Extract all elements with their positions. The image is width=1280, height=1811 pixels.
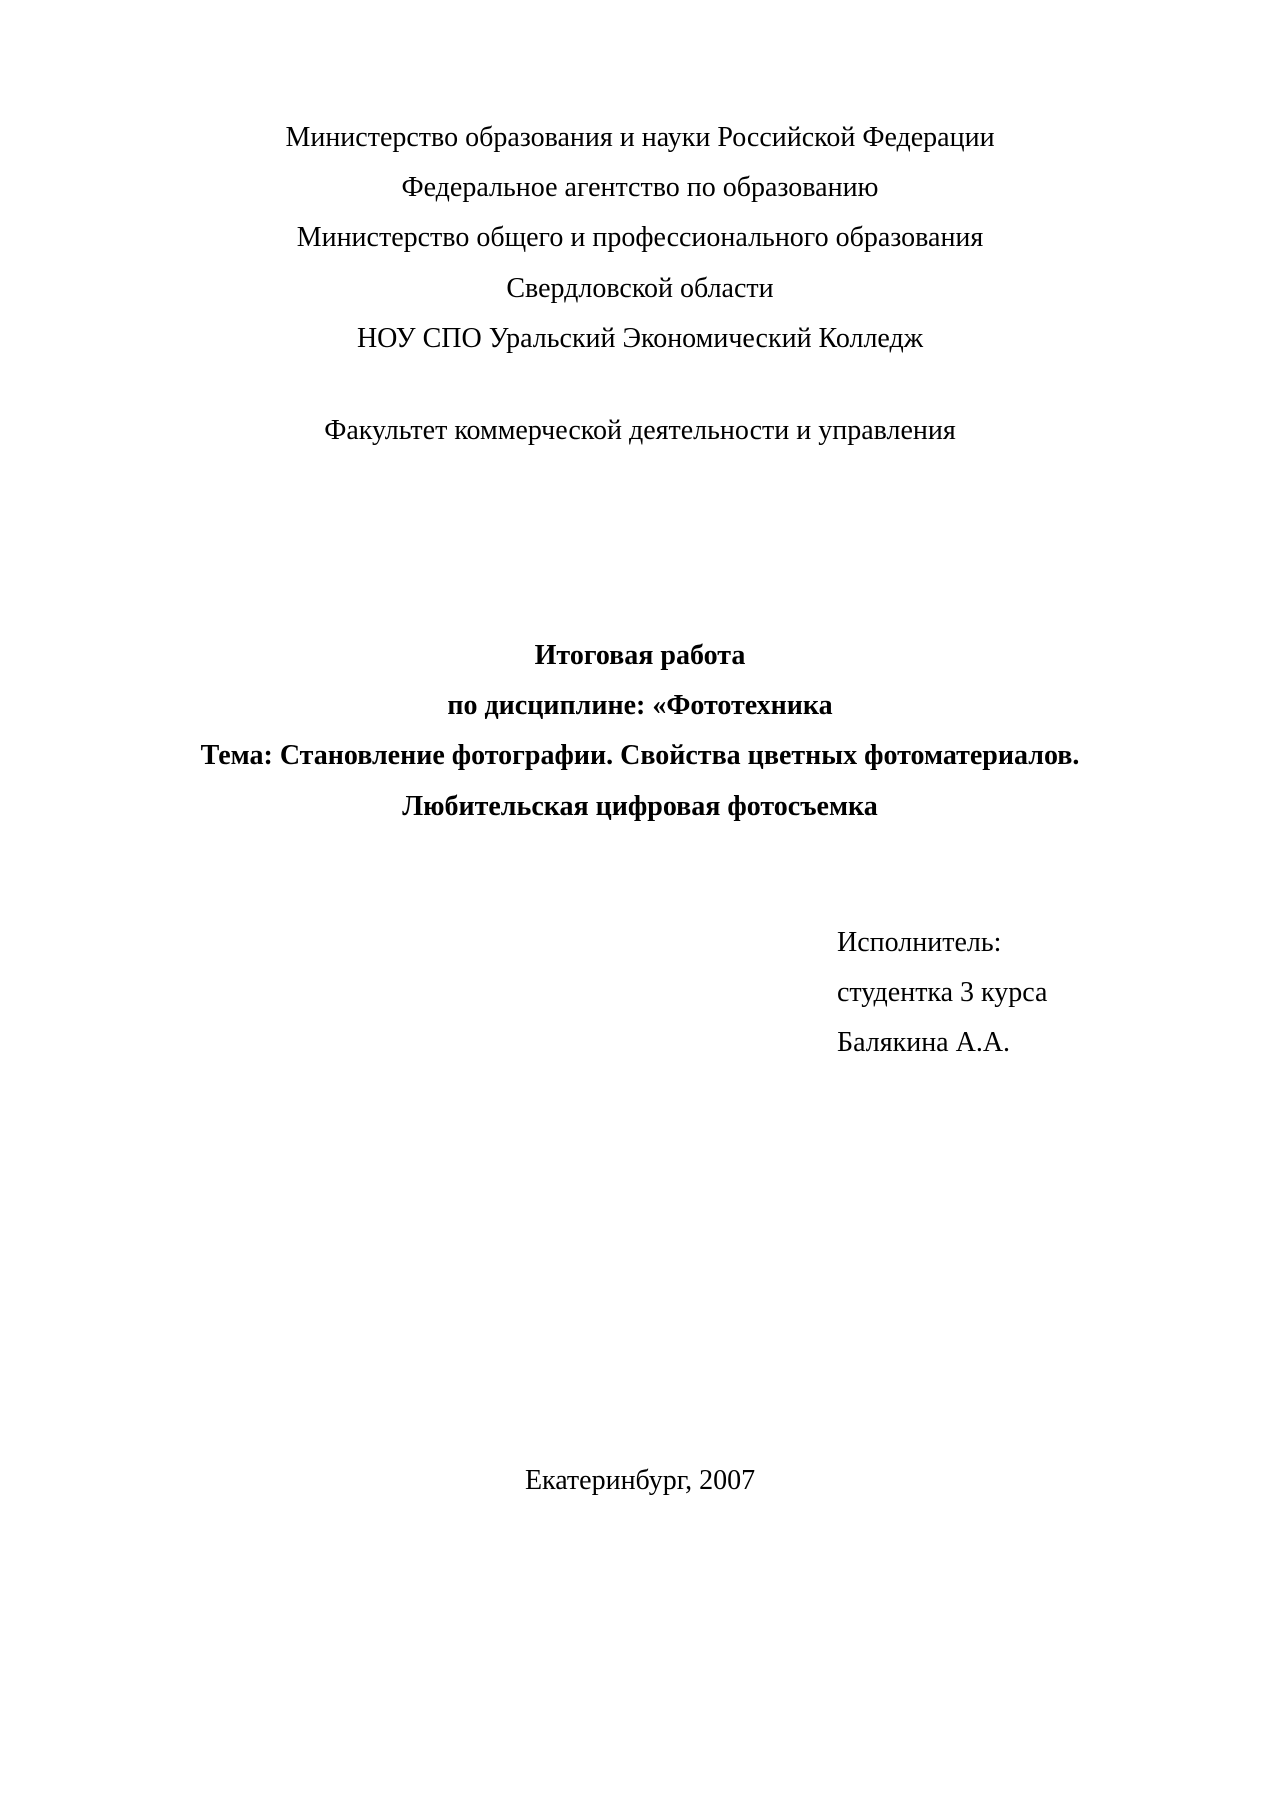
header-ministry-line: Министерство образования и науки Российской Федерации [285, 122, 995, 153]
work-type-title: Итоговая работа [534, 640, 746, 671]
topic-continuation-line: Любительская цифровая фотосъемка [402, 791, 878, 822]
header-region-line: Свердловской области [506, 273, 774, 304]
student-name-line: Балякина А.А. [837, 1027, 1011, 1058]
discipline-line: по дисциплине: «Фототехника [447, 690, 833, 721]
faculty-line: Факультет коммерческой деятельности и управления [324, 415, 956, 446]
topic-line: Тема: Становление фотографии. Свойства цветных фотоматериалов. [200, 740, 1080, 771]
header-college-line: НОУ СПО Уральский Экономический Колледж [356, 323, 924, 354]
header-agency-line: Федеральное агентство по образованию [401, 172, 879, 203]
executor-label: Исполнитель: [837, 927, 1002, 958]
student-course-line: студентка 3 курса [837, 977, 1048, 1008]
header-regional-ministry-line: Министерство общего и профессионального образования [296, 222, 984, 253]
city-year-footer: Екатеринбург, 2007 [524, 1465, 756, 1496]
